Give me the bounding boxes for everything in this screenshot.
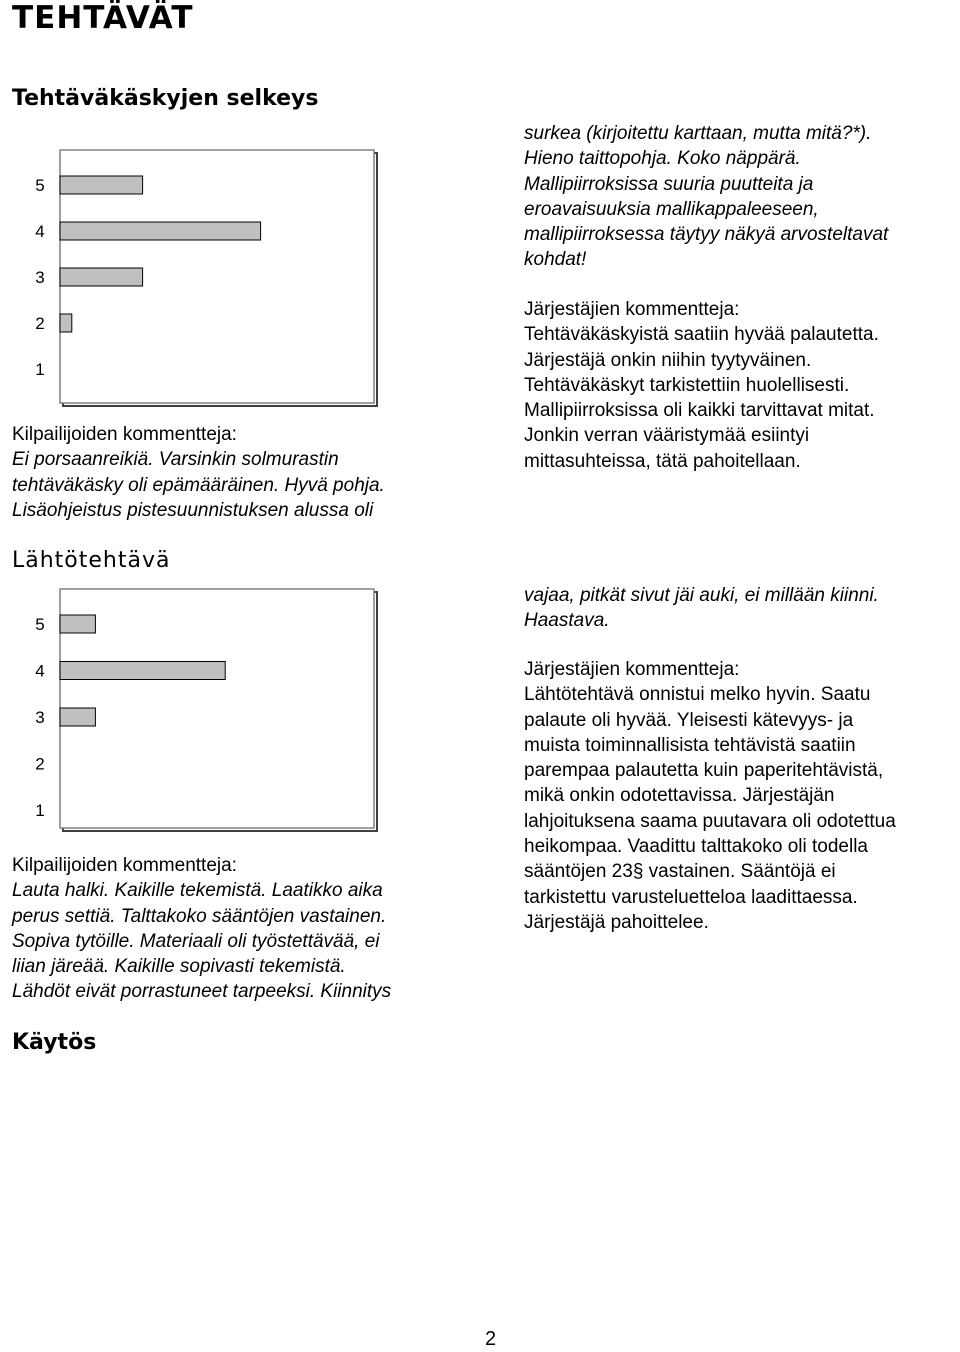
- lahto-bar-4: [60, 662, 225, 680]
- comment-line: Mallipiirroksissa oli kaikki tarvittavat mitat.: [524, 400, 875, 422]
- lahto-plot-frame: [60, 589, 374, 828]
- page-number: 2: [485, 1328, 497, 1350]
- selkeys-bar-5: [60, 176, 143, 194]
- selkeys-competitor-comments: [12, 422, 482, 523]
- comment-line: mittasuhteissa, tätä pahoitellaan.: [524, 450, 801, 472]
- comment-line: liian järeää. Kaikille sopivasti tekemistä.: [12, 956, 346, 978]
- section-heading-lahto: Lähtötehtävä: [12, 548, 171, 573]
- comment-line: Sopiva tytöille. Materiaali oli työstettävää, ei: [12, 930, 380, 952]
- page-title: TEHTÄVÄT: [12, 0, 194, 36]
- comment-line: Ei porsaanreikiä. Varsinkin solmurastin: [12, 449, 339, 471]
- comment-line: tarkistettu varusteluetteloa laadittaessa.: [524, 886, 858, 908]
- comment-line: Lähdöt eivät porrastuneet tarpeeksi. Kiinnitys: [12, 981, 392, 1003]
- section-heading-selkeys: Tehtäväkäskyjen selkeys: [12, 86, 319, 111]
- lahto-tick-label-4: 4: [35, 661, 45, 681]
- comment-line: muista toiminnallisista tehtävistä saatiin: [524, 734, 856, 756]
- comment-line: surkea (kirjoitettu karttaan, mutta mitä?*).: [524, 123, 872, 144]
- lahto-tick-label-3: 3: [35, 708, 45, 727]
- comment-line: vajaa, pitkät sivut jäi auki, ei millään kiinni.: [524, 585, 879, 606]
- lahto-tick-label-5: 5: [35, 615, 45, 634]
- selkeys-chart: [20, 145, 380, 415]
- comment-line: Järjestäjä onkin niihin tyytyväinen.: [524, 349, 812, 371]
- selkeys-competitor-comments-continued: [524, 121, 954, 273]
- selkeys-bar-2: [60, 314, 72, 332]
- lahto-organizer-comments: [524, 657, 954, 935]
- lahto-competitor-comments-continued: [524, 583, 954, 634]
- selkeys-bar-4: [60, 222, 261, 240]
- section-heading-kaytos: Käytös: [12, 1030, 97, 1055]
- comment-line: sääntöjen 23§ vastainen. Sääntöjä ei: [524, 861, 836, 883]
- selkeys-bar-3: [60, 268, 143, 286]
- comment-line: Tehtäväkäskyt tarkistettiin huolellisesti.: [524, 374, 850, 396]
- selkeys-tick-label-1: 1: [35, 360, 45, 379]
- comment-line: mikä onkin odotettavissa. Järjestäjän: [524, 785, 835, 807]
- selkeys-organizer-comments: [524, 297, 954, 474]
- comment-line: lahjoituksena saama puutavara oli odotettua: [524, 810, 896, 832]
- lahto-competitor-comments: [12, 853, 482, 1005]
- comment-line: kohdat!: [524, 249, 587, 271]
- comment-line: eroavaisuuksia mallikappaleeseen,: [524, 198, 819, 220]
- comment-line: Tehtäväkäskyistä saatiin hyvää palautetta.: [524, 324, 879, 346]
- selkeys-tick-label-4: 4: [35, 222, 45, 241]
- comment-line: Lisäohjeistus pistesuunnistuksen alussa oli: [12, 499, 374, 521]
- comment-line: Hieno taittopohja. Koko näppärä.: [524, 148, 801, 170]
- lahto-chart: [20, 586, 380, 836]
- competitor-comments-label: Kilpailijoiden kommentteja:: [12, 855, 237, 876]
- comment-line: Lähtötehtävä onnistui melko hyvin. Saatu: [524, 684, 871, 706]
- selkeys-chart-svg: [20, 145, 380, 415]
- comment-line: heikompaa. Vaadittu talttakoko oli todella: [524, 836, 868, 858]
- comment-line: parempaa palautetta kuin paperitehtävistä,: [524, 760, 884, 782]
- organizer-comments-label: Järjestäjien kommentteja:: [524, 299, 740, 320]
- organizer-comments-label: Järjestäjien kommentteja:: [524, 659, 740, 680]
- comment-line: Haastava.: [524, 610, 610, 632]
- lahto-chart-svg: [20, 586, 380, 836]
- comment-line: Lauta halki. Kaikille tekemistä. Laatikko aika: [12, 880, 383, 902]
- selkeys-tick-label-3: 3: [35, 268, 45, 287]
- lahto-bar-3: [60, 708, 95, 726]
- lahto-tick-label-1: 1: [35, 801, 45, 820]
- comment-line: tehtäväkäsky oli epämääräinen. Hyvä pohja.: [12, 474, 385, 496]
- comment-line: Mallipiirroksissa suuria puutteita ja: [524, 173, 814, 195]
- comment-line: palaute oli hyvää. Yleisesti kätevyys- ja: [524, 709, 854, 731]
- lahto-tick-label-2: 2: [35, 754, 45, 774]
- comment-line: Jonkin verran vääristymää esiintyi: [524, 425, 810, 447]
- lahto-bar-5: [60, 615, 95, 633]
- competitor-comments-label: Kilpailijoiden kommentteja:: [12, 424, 237, 445]
- comment-line: Järjestäjä pahoittelee.: [524, 911, 709, 933]
- selkeys-tick-label-5: 5: [35, 176, 45, 195]
- selkeys-tick-label-2: 2: [35, 314, 45, 333]
- comment-line: perus settiä. Talttakoko sääntöjen vastainen.: [12, 905, 387, 927]
- comment-line: mallipiirroksessa täytyy näkyä arvosteltavat: [524, 224, 889, 246]
